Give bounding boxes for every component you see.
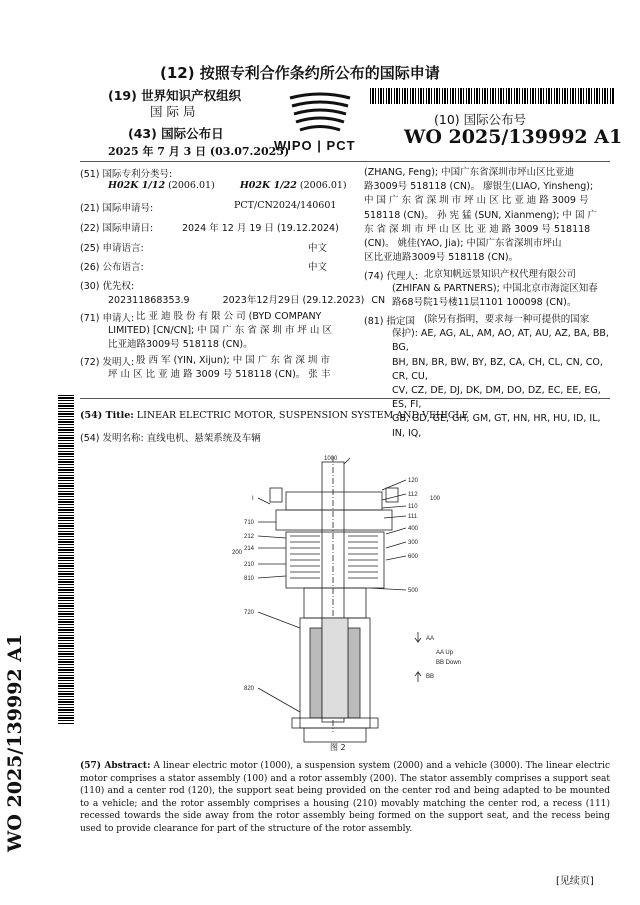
continued-note: [见续页] bbox=[556, 876, 594, 887]
label-120: 120 bbox=[408, 478, 419, 484]
figure-caption: 图 2 bbox=[330, 743, 346, 752]
title-zh-text: 直线电机、悬架系统及车辆 bbox=[146, 433, 261, 444]
inventor-cont-line: 518118 (CN)。 孙 宪 猛 (SUN, Xianmeng); 中 国 广 bbox=[364, 209, 597, 221]
priority-entry bbox=[108, 292, 385, 306]
header-divider bbox=[80, 161, 610, 162]
pub-lang: 中文 bbox=[308, 262, 328, 273]
ipc-2-date: (2006.01) bbox=[299, 180, 347, 191]
biblio-divider bbox=[80, 398, 610, 399]
pub-date: 2025 年 7 月 3 日 (03.07.2025) bbox=[108, 145, 290, 158]
label-111: 111 bbox=[408, 514, 418, 520]
inventor-line: 殷 西 军 (YIN, Xijun); 中 国 广 东 省 深 圳 市 bbox=[136, 355, 330, 366]
title-en-text: LINEAR ELECTRIC MOTOR, SUSPENSION SYSTEM AND VEHICLE bbox=[136, 410, 469, 421]
states-line: GB, GD, GE, GH, GM, GT, HN, HR, HU, ID, IL, IN, IQ, bbox=[392, 413, 601, 439]
document-title: (12) 按照专利合作条约所公布的国际申请 bbox=[160, 64, 440, 82]
pub-date-label: (43) 国际公布日 bbox=[128, 126, 224, 141]
inventor-cont-text bbox=[364, 166, 610, 265]
inventor-cont-line: 路3009号 518118 (CN)。 廖银生(LIAO, Yinsheng); bbox=[364, 181, 594, 193]
label-214: 214 bbox=[244, 546, 255, 552]
label-1000: 1000 bbox=[324, 456, 338, 462]
inventor-text bbox=[108, 354, 362, 382]
applicant-line: LIMITED) [CN/CN]; 中 国 广 东 省 深 圳 市 坪 山 区 bbox=[108, 325, 332, 337]
label-300: 300 bbox=[408, 540, 419, 546]
filing-date-label: (22) 国际申请日: bbox=[80, 223, 154, 234]
label-100: 100 bbox=[430, 496, 441, 502]
agent-line: 路68号院1号楼11层1101 100098 (CN)。 bbox=[392, 297, 577, 309]
barcode bbox=[370, 88, 614, 104]
label-500: 500 bbox=[408, 588, 419, 594]
support-seat bbox=[286, 492, 382, 510]
legend-aa: AA bbox=[426, 636, 435, 642]
label-720: 720 bbox=[244, 610, 255, 616]
pub-no: WO 2025/139992 A1 bbox=[404, 126, 623, 148]
filing-date: 2024 年 12 月 19 日 (19.12.2024) bbox=[182, 223, 339, 234]
priority-country: CN bbox=[371, 295, 386, 306]
title-zh bbox=[80, 430, 261, 444]
applicant-text bbox=[108, 310, 362, 353]
applicant-line: 比 亚 迪 股 份 有 限 公 司 (BYD COMPANY bbox=[136, 311, 322, 322]
wipo-pct-logo-text: WIPO | PCT bbox=[274, 138, 356, 153]
agent-line: (ZHIFAN & PARTNERS); 中国北京市海淀区知春 bbox=[392, 283, 598, 295]
inventor-cont-line: (ZHANG, Feng); 中国广东省深圳市坪山区比亚迪 bbox=[364, 167, 575, 178]
applicant-label: (71) 申请人: bbox=[80, 313, 135, 324]
patent-drawing bbox=[200, 452, 480, 752]
filing-lang: 中文 bbox=[308, 243, 328, 254]
wipo-logo-icon bbox=[280, 92, 360, 140]
agent-label: (74) 代理人: bbox=[364, 271, 419, 282]
inventor-cont-line: 区比亚迪路3009号 518118 (CN)。 bbox=[364, 252, 519, 264]
states-line: 保护): AE, AG, AL, AM, AO, AT, AU, AZ, BA, BB, BG, bbox=[392, 328, 609, 354]
ipc-1-date: (2006.01) bbox=[168, 180, 215, 191]
label-112: 112 bbox=[408, 492, 418, 498]
states-line: BH, BN, BR, BW, BY, BZ, CA, CH, CL, CN, CO, CR, CU, bbox=[392, 356, 603, 382]
side-barcode bbox=[58, 395, 74, 725]
inventor-label: (72) 发明人: bbox=[80, 357, 135, 368]
inventor-line: 坪 山 区 比 亚 迪 路 3009 号 518118 (CN)。 张 丰 bbox=[108, 369, 331, 381]
agent-text bbox=[392, 268, 610, 311]
states-line: CV, CZ, DE, DJ, DK, DM, DO, DZ, EC, EE, EG, ES, FI, bbox=[392, 385, 601, 411]
label-200: 200 bbox=[232, 550, 243, 556]
vertical-pub-no: WO 2025/139992 A1 bbox=[4, 633, 26, 852]
states-label: (81) 指定国 bbox=[364, 316, 416, 327]
app-no: PCT/CN2024/140601 bbox=[234, 200, 337, 211]
legend-bb-down: BB Down bbox=[436, 660, 462, 666]
priority-date: 2023年12月29日 (29.12.2023) bbox=[222, 295, 365, 306]
title-zh-label: (54) 发明名称: bbox=[80, 433, 144, 444]
title-en bbox=[80, 410, 468, 421]
states-text bbox=[392, 313, 610, 441]
abstract-label: (57) Abstract: bbox=[80, 761, 151, 771]
states-line: (除另有指明，要求每一种可提供的国家 bbox=[424, 314, 590, 325]
title-en-label: (54) Title: bbox=[80, 410, 134, 421]
label-600: 600 bbox=[408, 554, 419, 560]
label-210: 210 bbox=[244, 562, 255, 568]
label-710: 710 bbox=[244, 520, 255, 526]
agent-line: 北京知帆远景知识产权代理有限公司 bbox=[424, 269, 577, 280]
priority-label: (30) 优先权: bbox=[80, 281, 135, 292]
label-400: 400 bbox=[408, 526, 419, 532]
org-bureau: 国 际 局 bbox=[150, 104, 196, 119]
abstract bbox=[80, 760, 610, 836]
org-name: (19) 世界知识产权组织 bbox=[108, 88, 242, 103]
label-110: 110 bbox=[408, 504, 418, 510]
ipc-entries bbox=[108, 180, 347, 191]
label-810: 810 bbox=[244, 576, 255, 582]
filing-lang-label: (25) 申请语言: bbox=[80, 243, 144, 254]
priority-no: 202311868353.9 bbox=[108, 295, 190, 306]
app-no-label: (21) 国际申请号: bbox=[80, 203, 154, 214]
label-212: 212 bbox=[244, 534, 255, 540]
ipc-label: (51) 国际专利分类号: bbox=[80, 169, 173, 180]
inventor-cont-line: 中 国 广 东 省 深 圳 市 坪 山 区 比 亚 迪 路 3009 号 bbox=[364, 195, 589, 207]
ipc-2: H02K 1/22 bbox=[239, 180, 297, 191]
label-I: I bbox=[252, 496, 254, 502]
inventor-cont-line: 东 省 深 圳 市 坪 山 区 比 亚 迪 路 3009 号 518118 bbox=[364, 223, 591, 235]
pub-lang-label: (26) 公布语言: bbox=[80, 262, 144, 273]
label-820: 820 bbox=[244, 686, 255, 692]
legend-aa-up: AA Up bbox=[436, 650, 454, 656]
ipc-1: H02K 1/12 bbox=[108, 180, 166, 191]
legend-bb: BB bbox=[426, 674, 435, 680]
pub-no-label: (10) 国际公布号 bbox=[434, 112, 527, 127]
inventor-cont-line: (CN)。 姚佳(YAO, Jia); 中国广东省深圳市坪山 bbox=[364, 238, 562, 250]
abstract-text: A linear electric motor (1000), a suspension system (2000) and a vehicle (3000). The linear electric motor comprises a stator assembly (100) and a rotor assembly (200). The stator assembly comprises a support seat (110) and a center rod (120), the support seat being provided on the center rod and being adapted to be mounted to a vehicle; and the rotor assembly comprises a housing (210) movably matching the center rod, a recess (111) recessed towards the side away from the rotor assembly being formed on the support seat, and the recess being used to provide clearance for part of the structure of the rotor assembly. bbox=[80, 761, 610, 834]
applicant-line: 比亚迪路3009号 518118 (CN)。 bbox=[108, 339, 253, 351]
